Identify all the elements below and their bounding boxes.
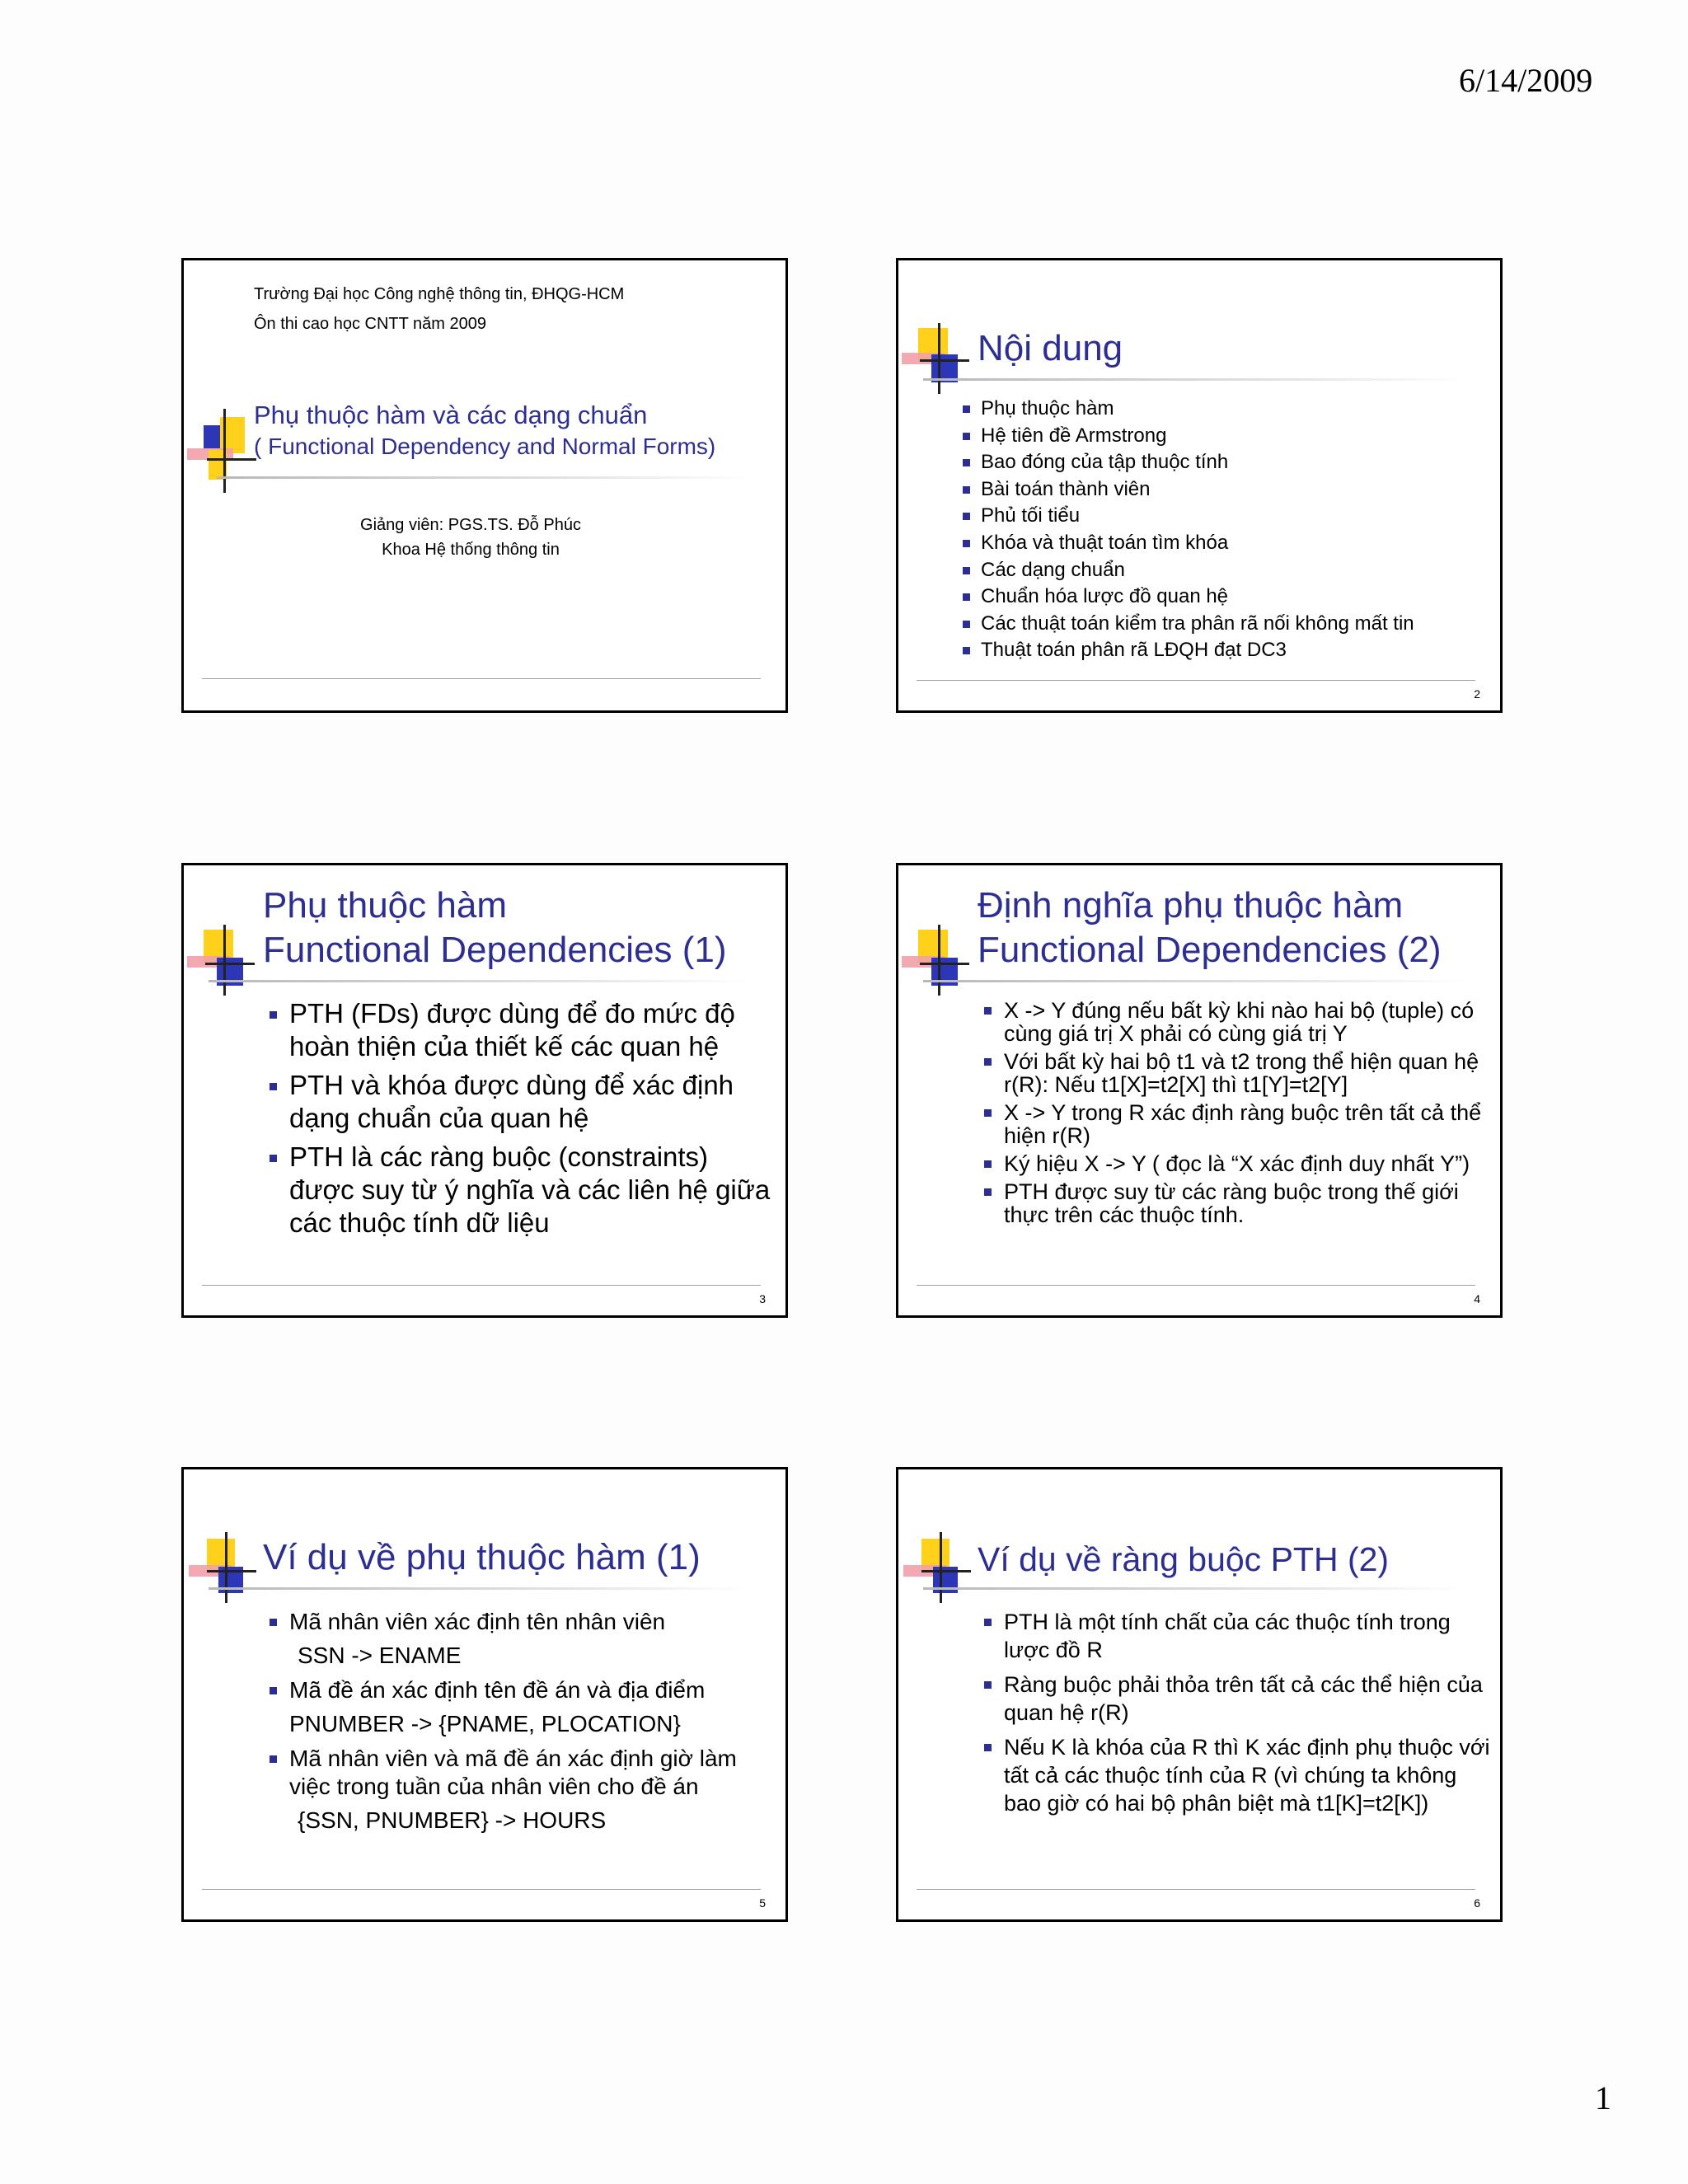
- bullet-icon: [270, 1083, 277, 1090]
- slide-title-line2: Functional Dependencies (2): [978, 930, 1442, 970]
- slide-number: 4: [1474, 1292, 1480, 1305]
- title-divider: [217, 476, 753, 479]
- page-number: 1: [1595, 2079, 1611, 2116]
- fd-example: SSN -> ENAME: [298, 1643, 462, 1668]
- bullet-icon: [984, 1744, 992, 1751]
- slide-title-line1: Định nghĩa phụ thuộc hàm: [978, 885, 1404, 926]
- department: Khoa Hệ thống thông tin: [382, 541, 560, 559]
- list-item: Các dạng chuẩn: [981, 557, 1414, 584]
- bullet-icon: [984, 1160, 992, 1168]
- bullet-icon: [270, 1687, 277, 1694]
- title-divider: [923, 1587, 1467, 1590]
- content-list: [289, 1608, 776, 1835]
- presentation-subtitle: ( Functional Dependency and Normal Forms): [254, 434, 716, 459]
- list-item: Thuật toán phân rã LĐQH đạt DC3: [981, 637, 1414, 664]
- footer-line: [202, 1889, 761, 1890]
- slide-number: 3: [759, 1292, 766, 1305]
- slide-4: [896, 863, 1503, 1318]
- content-list: [1004, 1608, 1490, 1817]
- slide-5: [181, 1467, 788, 1922]
- list-item: Bao đóng của tập thuộc tính: [981, 449, 1414, 476]
- bullet-icon: [984, 1109, 992, 1117]
- slide-1: [181, 258, 788, 713]
- list-item: PTH được suy từ các ràng buộc trong thế giới thực trên các thuộc tính.: [1004, 1180, 1490, 1226]
- course-name: Ôn thi cao học CNTT năm 2009: [254, 315, 486, 333]
- bullet-icon: [270, 1619, 277, 1626]
- list-item: Các thuật toán kiểm tra phân rã nối không mất tin: [981, 611, 1414, 638]
- footer-line: [917, 1889, 1475, 1890]
- bullet-icon: [963, 459, 970, 466]
- bullet-icon: [963, 486, 970, 494]
- slide-number: 6: [1474, 1896, 1480, 1910]
- list-item: Ràng buộc phải thỏa trên tất cả các thể hiện của quan hệ r(R): [1004, 1671, 1490, 1727]
- title-divider: [209, 1587, 753, 1590]
- list-item: Phụ thuộc hàm: [981, 396, 1414, 423]
- footer-line: [202, 678, 761, 679]
- list-item: Hệ tiên đề Armstrong: [981, 423, 1414, 450]
- slide-title: Nội dung: [978, 328, 1123, 368]
- slide-2: [896, 258, 1503, 713]
- bullet-icon: [270, 1011, 277, 1019]
- content-list: [1004, 999, 1490, 1226]
- bullet-icon: [984, 1681, 992, 1689]
- list-item: PTH là các ràng buộc (constraints) được suy từ ý nghĩa và các liên hệ giữa các thuộc tính dữ liệu: [289, 1141, 776, 1240]
- bullet-icon: [963, 405, 970, 413]
- list-item: Bài toán thành viên: [981, 476, 1414, 504]
- bullet-icon: [984, 1058, 992, 1066]
- bullet-icon: [963, 647, 970, 654]
- bullet-icon: [963, 567, 970, 574]
- slide-3: [181, 863, 788, 1318]
- title-divider: [923, 980, 1467, 982]
- list-item: Mã nhân viên và mã đề án xác định giờ làm việc trong tuần của nhân viên cho đề án {SSN, PNUMBER} -> HOURS: [289, 1745, 776, 1835]
- university-name: Trường Đại học Công nghệ thông tin, ĐHQG-HCM: [254, 285, 625, 303]
- bullet-icon: [963, 513, 970, 520]
- slide-number: 2: [1474, 687, 1480, 701]
- list-item: PTH và khóa được dùng để xác định dạng chuẩn của quan hệ: [289, 1069, 776, 1135]
- slide-number: 5: [759, 1896, 766, 1910]
- bullet-icon: [270, 1155, 277, 1162]
- list-item: X -> Y đúng nếu bất kỳ khi nào hai bộ (tuple) có cùng giá trị X phải có cùng giá trị Y: [1004, 999, 1490, 1045]
- slide-title-line1: Phụ thuộc hàm: [263, 885, 507, 926]
- slide-title: Ví dụ về phụ thuộc hàm (1): [263, 1537, 701, 1577]
- list-item: Chuẩn hóa lược đồ quan hệ: [981, 583, 1414, 611]
- contents-list: [981, 396, 1414, 664]
- print-date: 6/14/2009: [1459, 62, 1593, 99]
- list-item: Mã đề án xác định tên đề án và địa điểm PNUMBER -> {PNAME, PLOCATION}: [289, 1676, 776, 1738]
- bullet-icon: [963, 540, 970, 547]
- lecturer: Giảng viên: PGS.TS. Đỗ Phúc: [360, 516, 581, 534]
- list-item: PTH là một tính chất của các thuộc tính trong lược đồ R: [1004, 1608, 1490, 1664]
- bullet-icon: [963, 621, 970, 628]
- presentation-title: Phụ thuộc hàm và các dạng chuẩn: [254, 401, 648, 429]
- content-list: [289, 997, 776, 1240]
- bullet-icon: [270, 1755, 277, 1763]
- bullet-icon: [984, 1619, 992, 1626]
- bullet-icon: [984, 1188, 992, 1196]
- fd-example: {SSN, PNUMBER} -> HOURS: [298, 1807, 607, 1833]
- list-item: Khóa và thuật toán tìm khóa: [981, 530, 1414, 557]
- list-item: Phủ tối tiểu: [981, 503, 1414, 530]
- footer-line: [917, 680, 1475, 681]
- footer-line: [917, 1285, 1475, 1286]
- fd-example: PNUMBER -> {PNAME, PLOCATION}: [289, 1711, 681, 1736]
- list-item: Mã nhân viên xác định tên nhân viên SSN -> ENAME: [289, 1608, 776, 1670]
- slide-title: Ví dụ về ràng buộc PTH (2): [978, 1540, 1390, 1578]
- title-divider: [923, 378, 1467, 381]
- slide-title-line2: Functional Dependencies (1): [263, 930, 727, 970]
- bullet-icon: [963, 593, 970, 601]
- title-divider: [209, 980, 753, 982]
- footer-line: [202, 1285, 761, 1286]
- bullet-icon: [984, 1007, 992, 1015]
- slide-6: [896, 1467, 1503, 1922]
- list-item: Ký hiệu X -> Y ( đọc là “X xác định duy nhất Y”): [1004, 1152, 1490, 1175]
- list-item: PTH (FDs) được dùng để đo mức độ hoàn thiện của thiết kế các quan hệ: [289, 997, 776, 1063]
- list-item: Với bất kỳ hai bộ t1 và t2 trong thể hiện quan hệ r(R): Nếu t1[X]=t2[X] thì t1[Y]=t2[Y]: [1004, 1050, 1490, 1096]
- list-item: Nếu K là khóa của R thì K xác định phụ thuộc với tất cả các thuộc tính của R (vì chúng ta không bao giờ có hai bộ phân biệt mà t1[K]=t2[K]): [1004, 1733, 1490, 1817]
- bullet-icon: [963, 433, 970, 440]
- list-item: X -> Y trong R xác định ràng buộc trên tất cả thể hiện r(R): [1004, 1101, 1490, 1147]
